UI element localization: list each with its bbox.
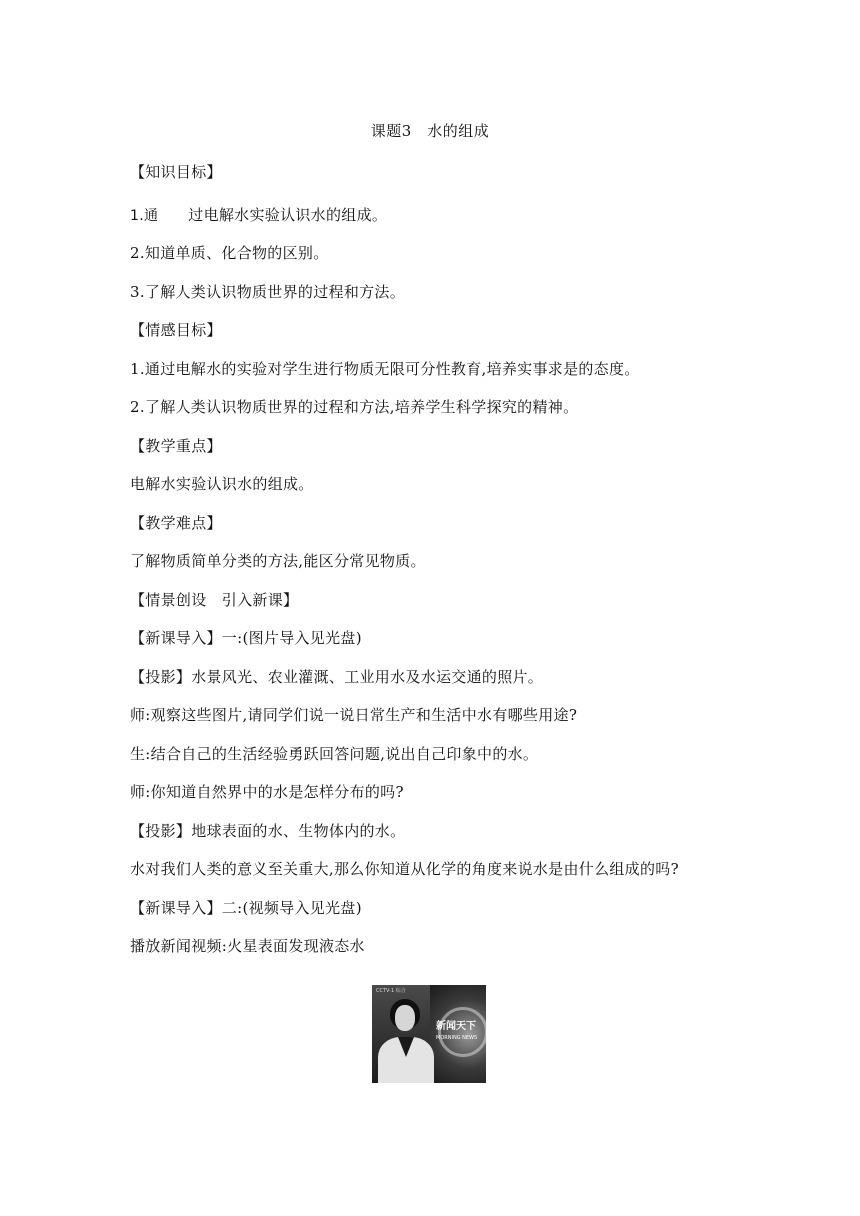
- emotional-goal-2: 2.了解人类认识物质世界的过程和方法,培养学生科学探究的精神。: [130, 398, 579, 416]
- play-video-text: 播放新闻视频:火星表面发现液态水: [130, 937, 365, 955]
- heading-knowledge-goals: 【知识目标】: [130, 163, 222, 181]
- lesson-title: 课题3 水的组成: [370, 122, 490, 140]
- heading-emotional-goals: 【情感目标】: [130, 321, 222, 339]
- knowledge-goal-1-text: 过电解水实验认识水的组成。: [188, 206, 388, 224]
- water-significance: 水对我们人类的意义至关重大,那么你知道从化学的角度来说水是由什么组成的吗?: [130, 860, 679, 878]
- channel-logo: CCTV-1 综合: [376, 988, 406, 994]
- heading-teaching-focus: 【教学重点】: [130, 437, 222, 455]
- teacher-question-2: 师:你知道自然界中的水是怎样分布的吗?: [130, 783, 404, 801]
- emotional-goal-1: 1.通过电解水的实验对学生进行物质无限可分性教育,培养实事求是的态度。: [130, 360, 640, 378]
- student-answer: 生:结合自己的生活经验勇跃回答问题,说出自己印象中的水。: [130, 745, 539, 763]
- knowledge-goal-3: 3.了解人类认识物质世界的过程和方法。: [130, 283, 406, 301]
- knowledge-goal-1: [130, 205, 750, 226]
- intro-one: 【新课导入】一:(图片导入见光盘): [130, 629, 362, 647]
- teaching-focus-text: 电解水实验认识水的组成。: [130, 475, 314, 493]
- teacher-question-1: 师:观察这些图片,请同学们说一说日常生产和生活中水有哪些用途?: [130, 706, 578, 724]
- projection-one: 【投影】水景风光、农业灌溉、工业用水及水运交通的照片。: [130, 668, 544, 686]
- knowledge-goal-1-number: 1.通: [130, 208, 159, 224]
- knowledge-goal-2: 2.知道单质、化合物的区别。: [130, 244, 329, 262]
- program-logo: 新闻天下: [436, 1021, 476, 1032]
- heading-teaching-difficulty: 【教学难点】: [130, 514, 222, 532]
- news-video-still: [372, 985, 486, 1083]
- program-logo-subtitle: MORNING NEWS: [436, 1035, 478, 1041]
- anchor-face: [395, 1005, 415, 1031]
- teaching-difficulty-text: 了解物质简单分类的方法,能区分常见物质。: [130, 552, 426, 570]
- heading-scenario: 【情景创设 引入新课】: [130, 591, 299, 609]
- intro-two: 【新课导入】二:(视频导入见光盘): [130, 899, 362, 917]
- projection-two: 【投影】地球表面的水、生物体内的水。: [130, 822, 406, 840]
